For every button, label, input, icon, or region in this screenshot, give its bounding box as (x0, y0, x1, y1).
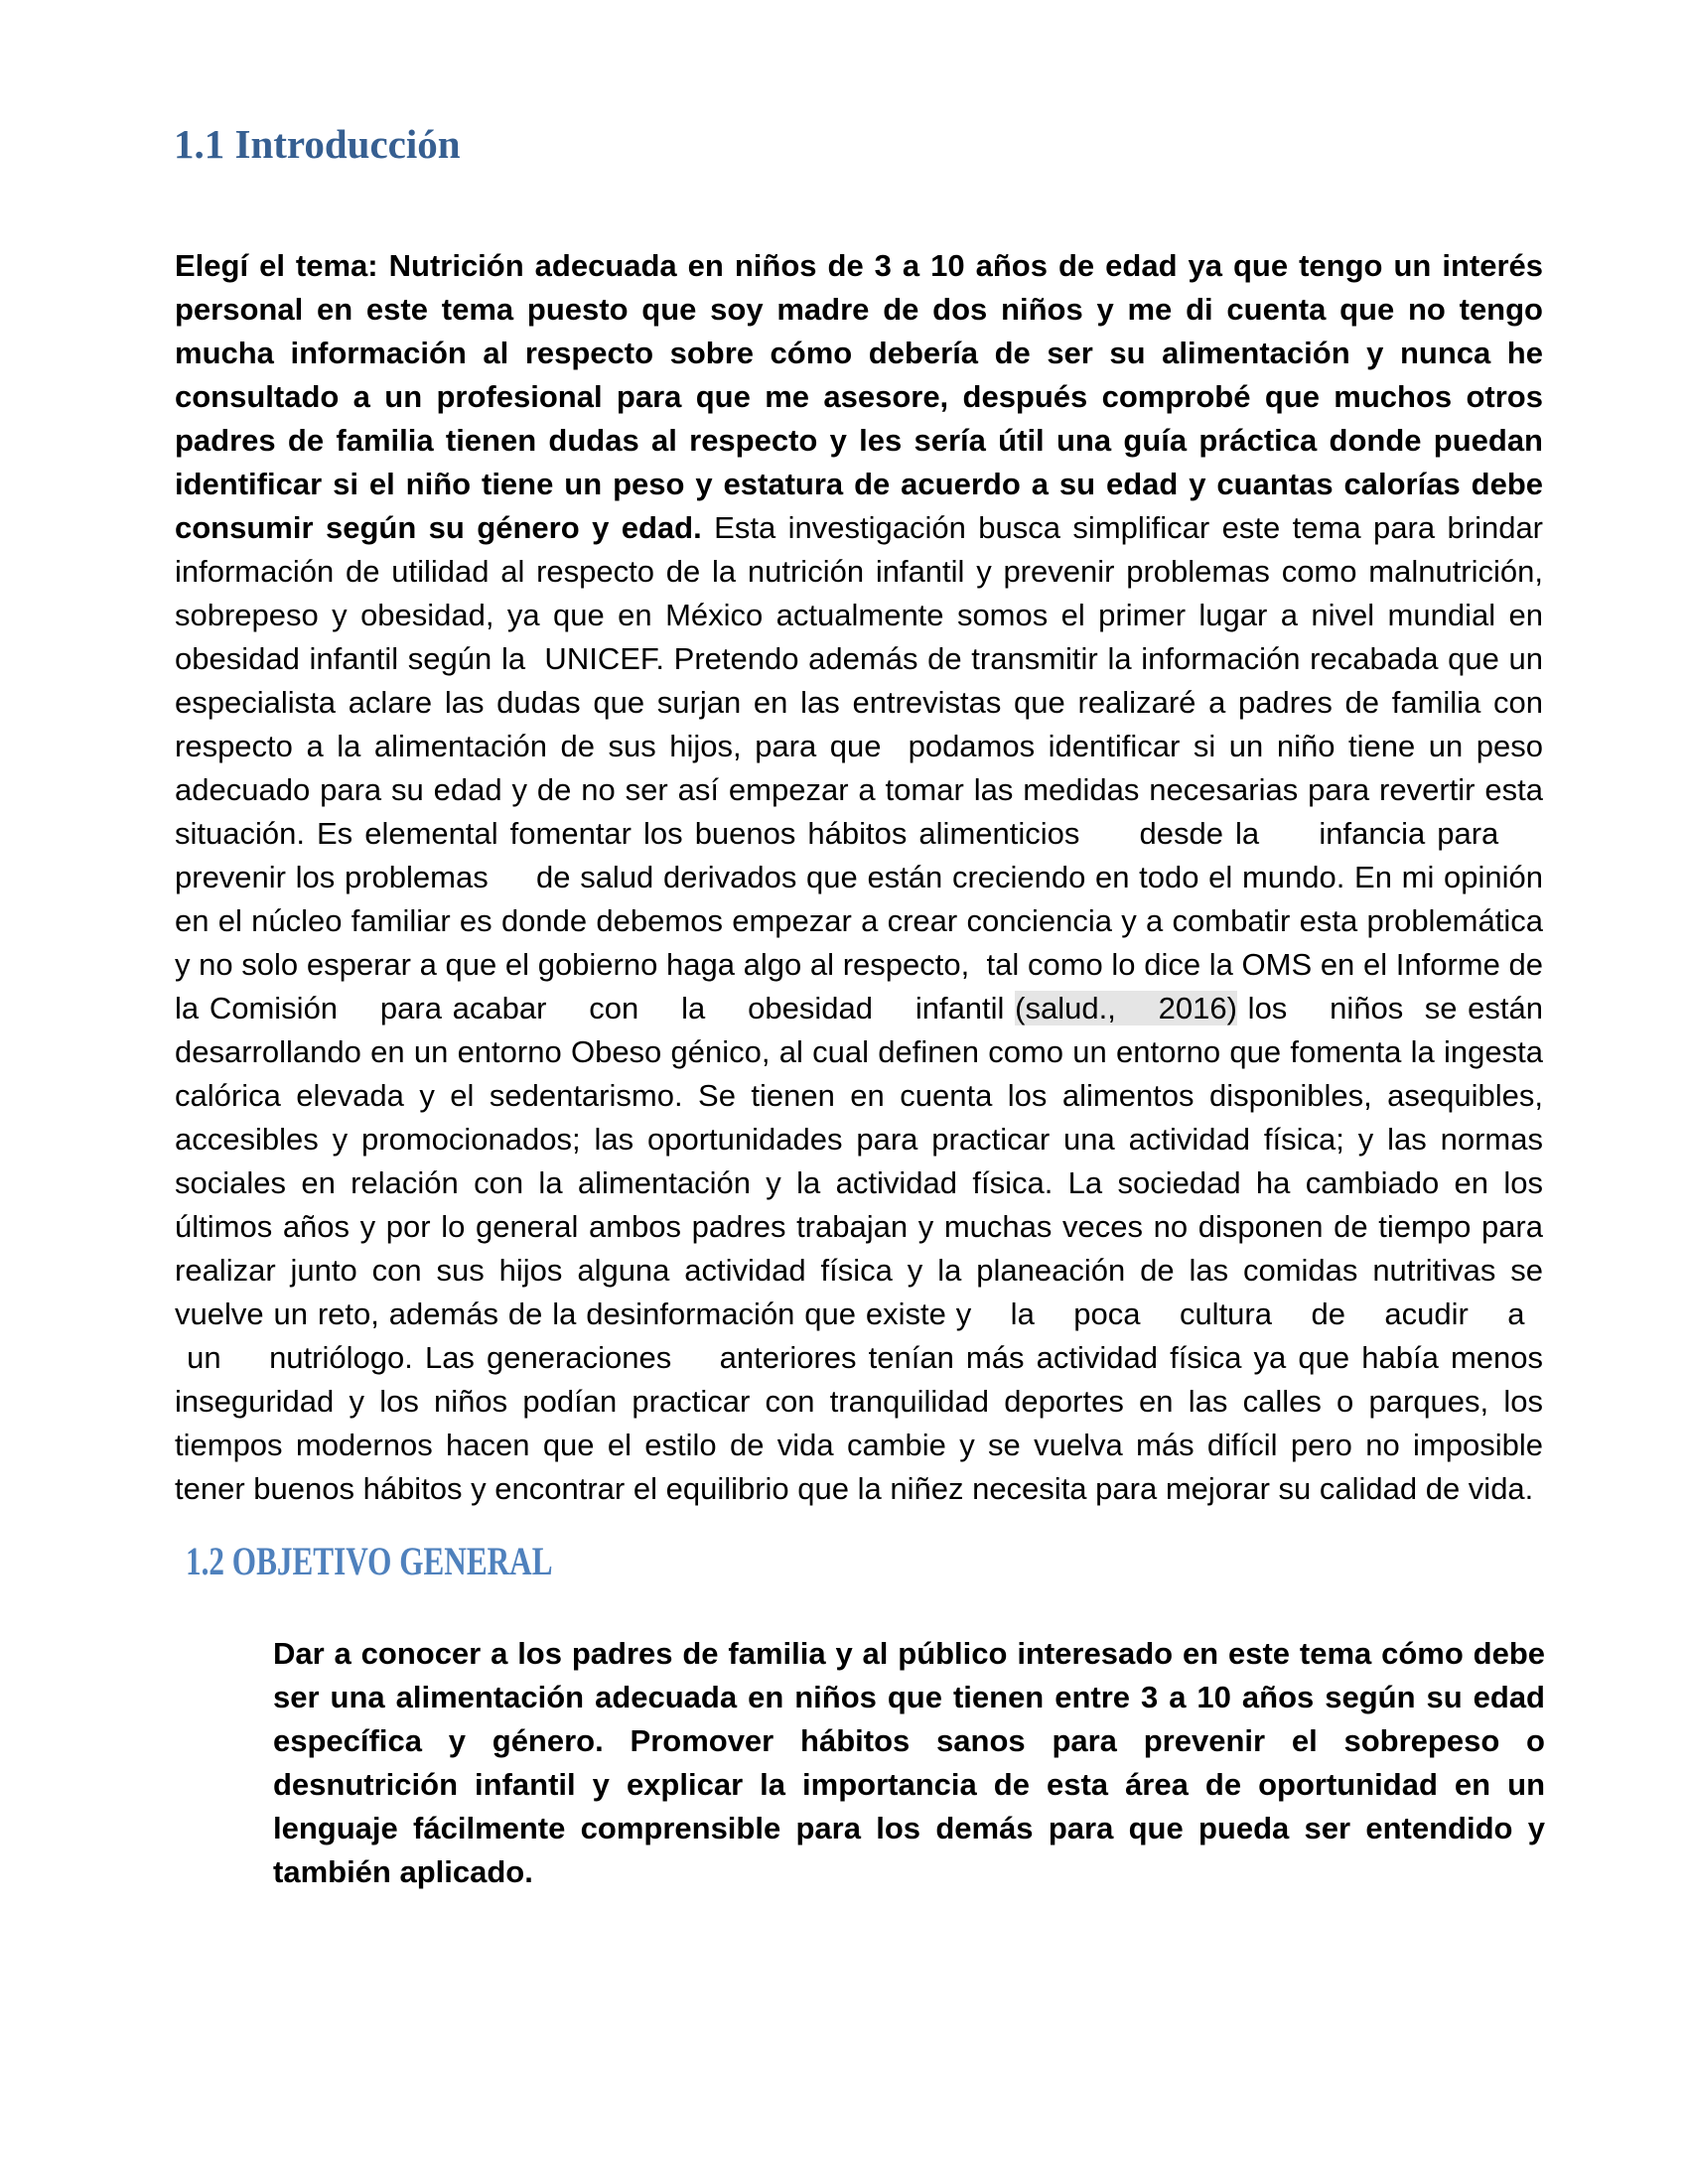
citation-highlight: (salud., 2016) (1015, 991, 1237, 1025)
intro-bold-lead: Elegí el tema: Nutrición adecuada en niños de 3 a 10 años de edad ya que tengo un interés personal en este tema puesto que soy madre de dos niños y me di cuenta que no tengo mucha información al respecto sobre cómo debería de ser su alimentación y nunca he consultado a un profesional para que me asesore, después comprobé que muchos otros padres de familia tienen dudas al respecto y les sería útil una guía práctica donde puedan identificar si el niño tiene un peso y estatura de acuerdo a su edad y cuantas calorías debe consumir según su género y edad. (175, 248, 1543, 545)
intro-body-after-citation: los niños se están desarrollando en un entorno Obeso génico, al cual definen como un entorno que fomenta la ingesta calórica elevada y el sedentarismo. Se tienen en cuenta los alimentos disponibles, asequibles, accesibles y promocionados; las oportunidades para practicar una actividad física; y las normas sociales en relación con la alimentación y la actividad física. La sociedad ha cambiado en los últimos años y por lo general ambos padres trabajan y muchas veces no disponen de tiempo para realizar junto con sus hijos alguna actividad física y la planeación de las comidas nutritivas se vuelve un reto, además de la desinformación que existe y la poca cultura de acudir a un nutriólogo. Las generaciones anteriores tenían más actividad física ya que había menos inseguridad y los niños podían practicar con tranquilidad deportes en las calles o parques, los tiempos modernos hacen que el estilo de vida cambie y se vuelva más difícil pero no imposible tener buenos hábitos y encontrar el equilibrio que la niñez necesita para mejorar su calidad de vida. (175, 991, 1543, 1506)
intro-paragraph (175, 244, 1543, 1511)
intro-body-before-citation: Esta investigación busca simplificar este tema para brindar información de utilidad al respecto de la nutrición infantil y prevenir problemas como malnutrición, sobrepeso y obesidad, ya que en México actualmente somos el primer lugar a nivel mundial en obesidad infantil según la UNICEF. Pretendo además de transmitir la información recabada que un especialista aclare las dudas que surjan en las entrevistas que realizaré a padres de familia con respecto a la alimentación de sus hijos, para que podamos identificar si un niño tiene un peso adecuado para su edad y de no ser así empezar a tomar las medidas necesarias para revertir esta situación. Es elemental fomentar los buenos hábitos alimenticios desde la infancia para prevenir los problemas de salud derivados que están creciendo en todo el mundo. En mi opinión en el núcleo familiar es donde debemos empezar a crear conciencia y a combatir esta problemática y no solo esperar a que el gobierno haga algo al respecto, tal como lo dice la OMS en el Informe de la Comisión para acabar con la obesidad infantil (175, 510, 1544, 1025)
section-heading-objetivo-general: 1.2 OBJETIVO GENERAL (186, 1539, 553, 1583)
section-heading-introduccion: 1.1 Introducción (174, 121, 461, 167)
objective-paragraph: Dar a conocer a los padres de familia y al público interesado en este tema cómo debe ser una alimentación adecuada en niños que tienen entre 3 a 10 años según su edad específica y género. Promover hábitos sanos para prevenir el sobrepeso o desnutrición infantil y explicar la importancia de esta área de oportunidad en un lenguaje fácilmente comprensible para los demás para que pueda ser entendido y también aplicado. (273, 1636, 1545, 1889)
